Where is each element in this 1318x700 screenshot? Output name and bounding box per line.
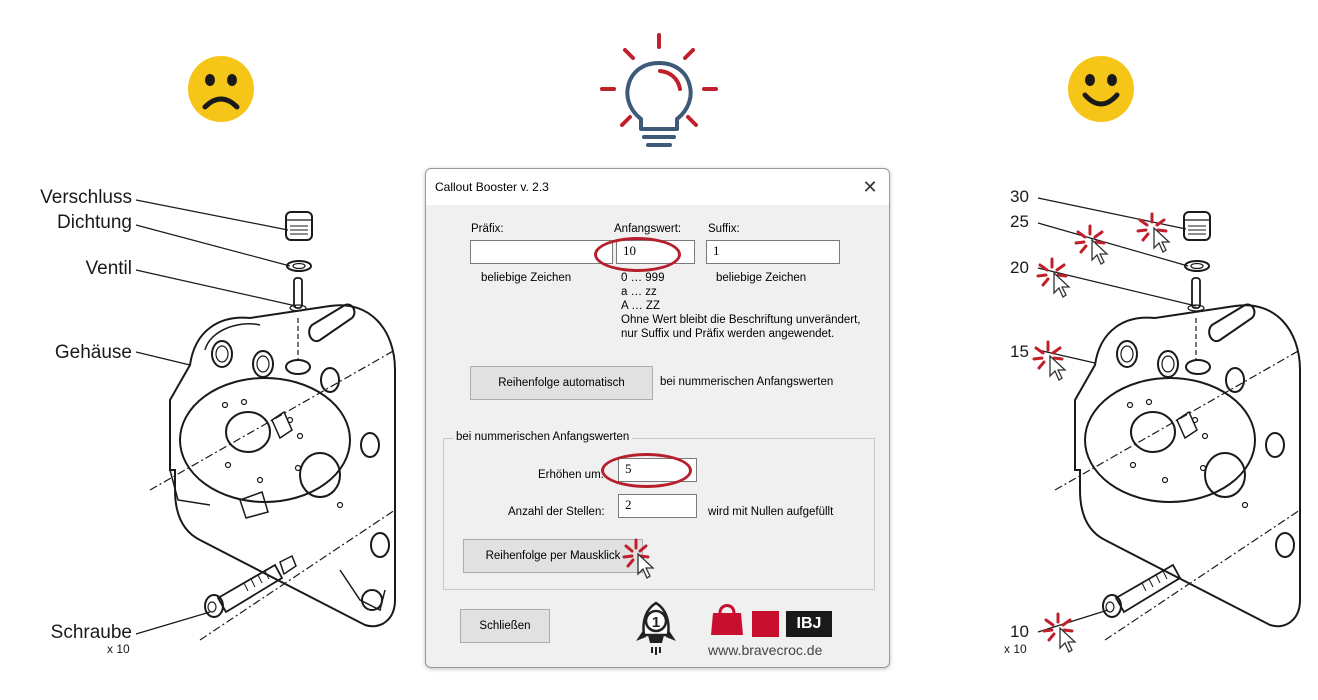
label-quantity: x 10 <box>107 642 130 656</box>
prefix-hint: beliebige Zeichen <box>481 272 572 284</box>
close-icon[interactable]: ✕ <box>862 177 878 197</box>
callout-number-10: 10 <box>1010 622 1029 641</box>
dialog-title: Callout Booster v. 2.3 <box>435 180 549 194</box>
callout-number-20: 20 <box>1010 258 1029 277</box>
start-hint-3: A … ZZ <box>621 300 660 312</box>
callout-booster-dialog <box>425 168 890 668</box>
red-square-logo <box>752 611 779 637</box>
auto-order-hint: bei nummerischen Anfangswerten <box>660 376 834 388</box>
start-value-label: Anfangswert: <box>614 223 682 235</box>
digits-field[interactable]: 2 <box>618 494 697 518</box>
start-hint-5: nur Suffix und Präfix werden angewendet. <box>621 328 835 340</box>
click-marker-group <box>1034 214 1169 652</box>
suffix-field[interactable]: 1 <box>706 240 840 264</box>
start-hint-2: a … zz <box>621 286 657 298</box>
increment-field[interactable]: 5 <box>618 458 697 482</box>
lightbulb-icon <box>598 33 720 153</box>
callout-number-15: 15 <box>1010 342 1029 361</box>
highlight-increment <box>601 453 692 488</box>
label-ventil: Ventil <box>85 258 132 279</box>
rocket-icon <box>634 599 678 659</box>
start-value-field[interactable]: 10 <box>616 240 695 264</box>
suffix-label: Suffix: <box>708 223 740 235</box>
numeric-options-group <box>443 431 875 590</box>
close-button[interactable] <box>460 609 550 643</box>
auto-order-button[interactable] <box>470 366 653 400</box>
start-hint-1: 0 … 999 <box>621 272 665 284</box>
label-verschluss: Verschluss <box>40 187 132 208</box>
ibj-logo-text: IBJ <box>796 615 822 632</box>
callout-number-30: 30 <box>1010 187 1029 206</box>
rocket-badge-number: 1 <box>651 614 661 631</box>
suffix-hint: beliebige Zeichen <box>716 272 807 284</box>
callout-number-25: 25 <box>1010 212 1029 231</box>
highlight-start-value <box>594 237 681 272</box>
start-hint-4: Ohne Wert bleibt die Beschriftung unverändert, <box>621 314 861 326</box>
website-link[interactable]: www.bravecroc.de <box>708 642 823 658</box>
close-button-label: Schließen <box>479 620 531 632</box>
label-gehaeuse: Gehäuse <box>54 342 132 363</box>
mouse-cursor-icon <box>626 540 660 580</box>
shopping-bag-icon <box>710 601 744 637</box>
label-dichtung: Dichtung <box>57 212 132 233</box>
right-drawing <box>1000 0 1318 700</box>
mouse-order-button-label: Reihenfolge per Mausklick <box>485 550 621 562</box>
prefix-label: Präfix: <box>471 223 504 235</box>
callout-quantity: x 10 <box>1004 642 1027 656</box>
auto-order-button-label: Reihenfolge automatisch <box>498 377 625 389</box>
numbered-assembly-drawing <box>1000 0 1318 700</box>
ibj-logo <box>786 611 832 637</box>
increment-label: Erhöhen um: <box>538 469 604 481</box>
digits-label: Anzahl der Stellen: <box>508 506 605 518</box>
dialog-titlebar <box>426 169 889 205</box>
label-schraube: Schraube <box>50 622 132 643</box>
prefix-field[interactable] <box>470 240 613 264</box>
digits-hint: wird mit Nullen aufgefüllt <box>708 506 834 518</box>
mouse-order-button[interactable] <box>463 539 643 573</box>
numeric-options-title: bei nummerischen Anfangswerten <box>453 431 632 443</box>
